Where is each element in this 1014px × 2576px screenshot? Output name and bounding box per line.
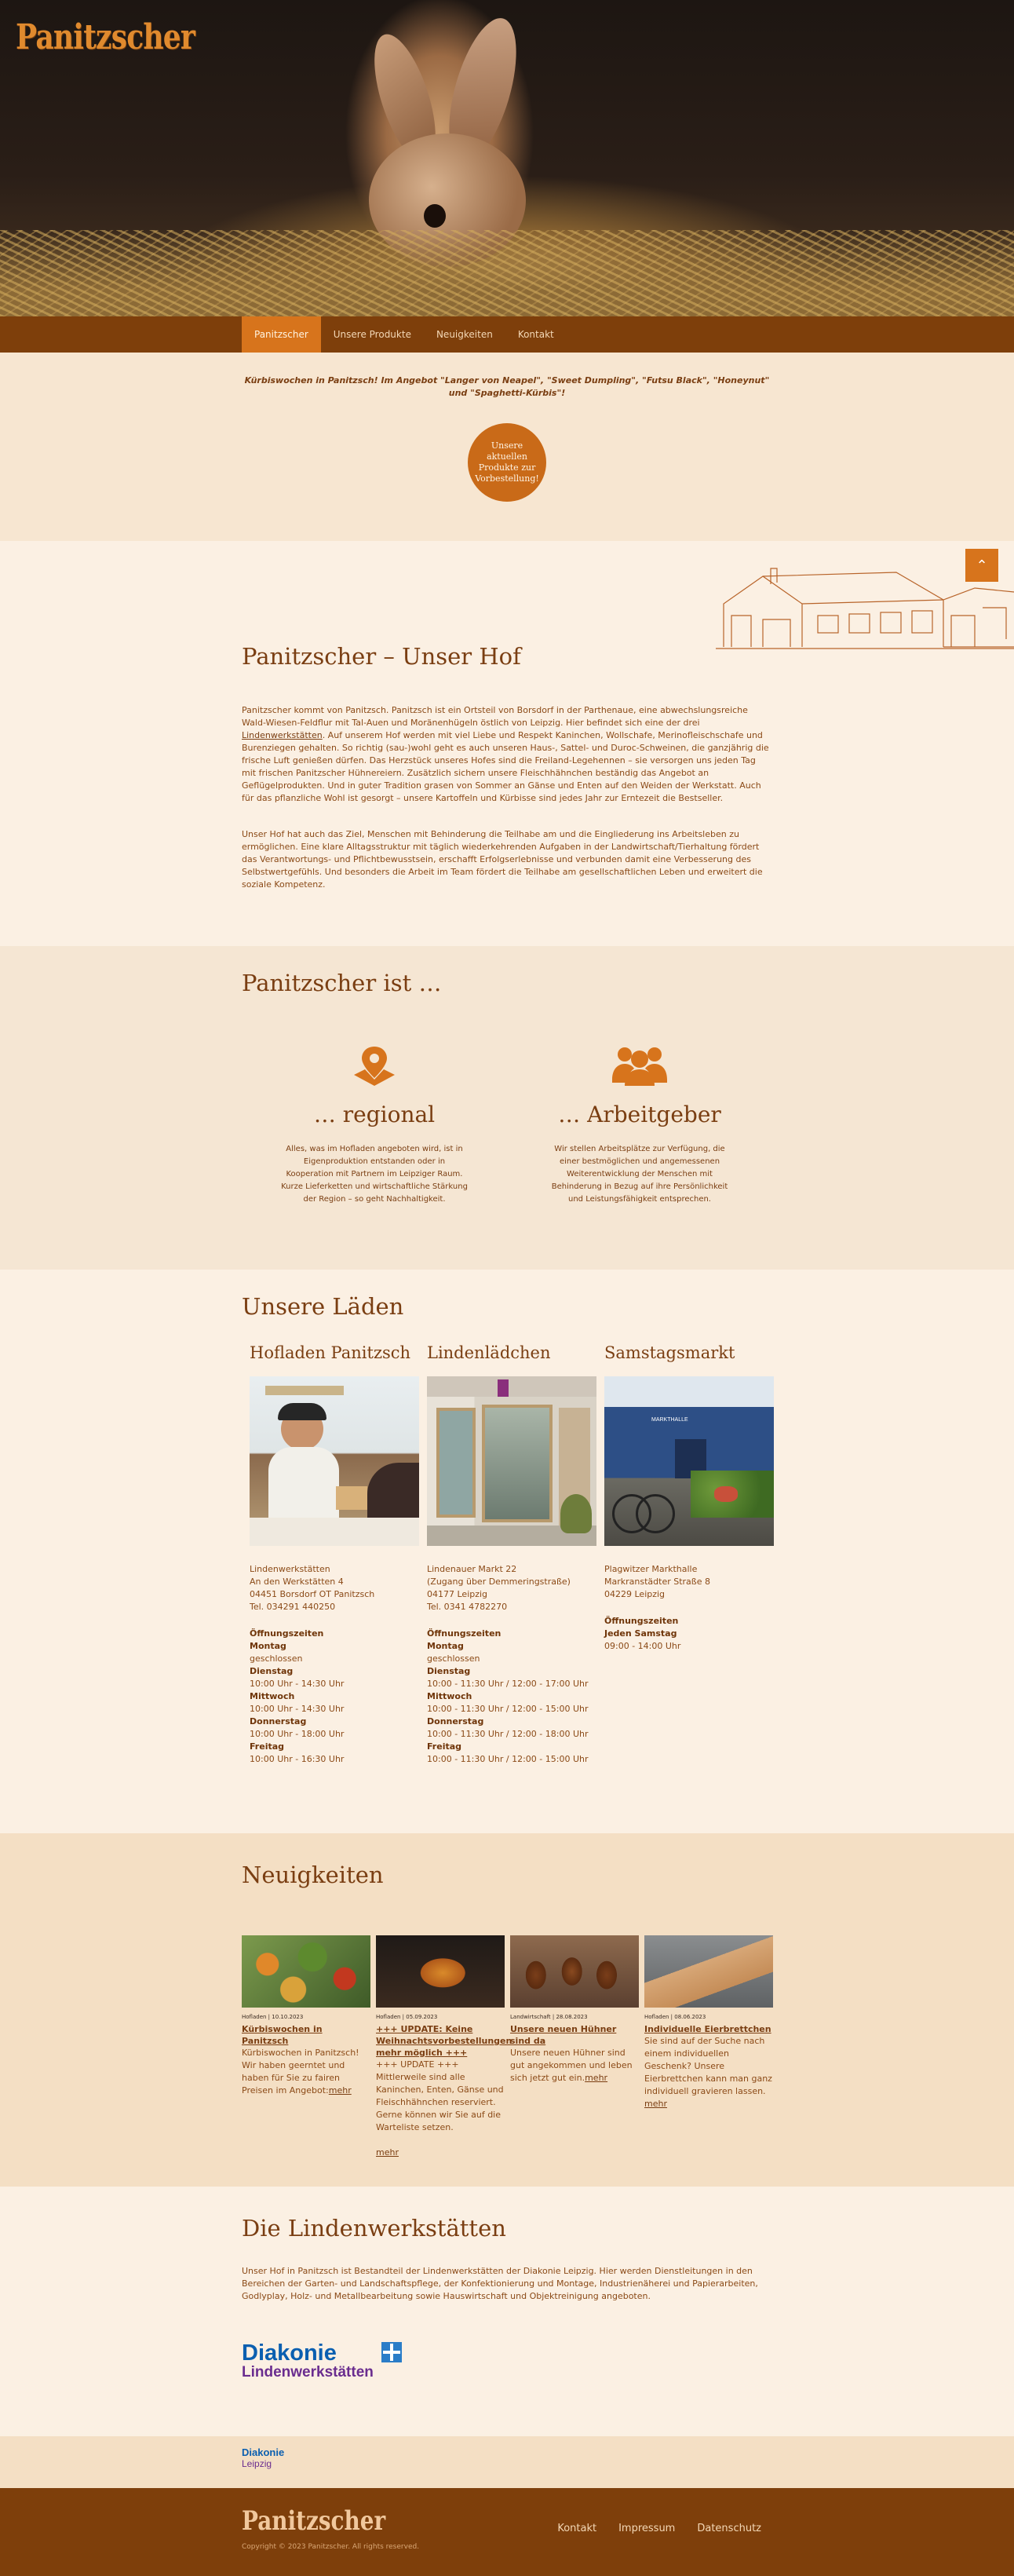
linden-text: Unser Hof in Panitzsch ist Bestandteil der Lindenwerkstätten der Diakonie Leipzig. Hier werden Dienstleitungen in den Bereichen der Garten- und Landschaftspflege, der Konfektionierung und Montage, Industrienäherei und Papierarbeiten, Godlyplay, Holz- und Metallbearbeitung sowie Hauswirtschaft und Objektreinigung angeboten. (242, 2266, 758, 2301)
opening-hours: Öffnungszeiten Montag geschlossen Dienstag 10:00 - 11:30 Uhr / 12:00 - 17:00 Uhr Mittwoch 10:00 - 11:30 Uhr / 12:00 - 15:00 Uhr Donnerstag 10:00 - 11:30 Uhr / 12:00 - 18:00 Uhr Freitag 10:00 - 11:30 Uhr / 12:00 - 15:00 Uhr (427, 1628, 589, 1764)
shop-name: Hofladen Panitzsch (250, 1343, 411, 1362)
nav-item-kontakt[interactable]: Kontakt (517, 329, 554, 340)
footer-links (557, 2523, 761, 2534)
section-lindenwerkstaetten (0, 2187, 1014, 2436)
diakonie-cross-icon (381, 2342, 402, 2362)
hof-paragraph-2: Unser Hof hat auch das Ziel, Menschen mit Behinderung die Teilhabe am und die Eingliederung ins Arbeitsleben zu ermöglichen. Eine klare Alltagsstruktur mit täglich wiederkehrenden Aufgaben in der Landwirtschaft/Tierhaltung fördert das Verantwortungs- und Pflichtbewusstsein, erschafft Erfolgserlebnisse und verbunden damit eine Verbesserung des Selbstwertgefühls. Und besonders die Arbeit im Team fördert die Teilhabe am gesellschaftlichen Leben und erweitert die soziale Kompetenz. (242, 829, 763, 890)
shop-photo (427, 1376, 596, 1546)
nav-item-neuigkeiten[interactable]: Neuigkeiten (436, 329, 493, 340)
news-title-link[interactable]: +++ UPDATE: Keine Weihnachtsvorbestellungen mehr möglich +++ (376, 2024, 512, 2058)
site-logo[interactable]: Panitzscher (16, 17, 195, 57)
farm-illustration (716, 561, 1014, 655)
section-neuigkeiten (0, 1833, 1014, 2187)
news-thumbnail[interactable] (510, 1935, 639, 2008)
shop-name: Samstagsmarkt (604, 1343, 735, 1362)
opening-hours: Öffnungszeiten Jeden Samstag 09:00 - 14:00 Uhr (604, 1616, 681, 1651)
news-item: Hofladen | 10.10.2023 Kürbiswochen in Panitzsch Kürbiswochen in Panitzsch! Wir haben geerntet und haben für Sie zu fairen Preisen im Angebot:mehr (242, 1935, 370, 2159)
section-panitzscher-ist (0, 946, 1014, 1270)
shop-photo (250, 1376, 419, 1546)
news-more-link[interactable]: mehr (328, 2085, 352, 2096)
news-item: Hofladen | 08.06.2023 Individuelle Eierbrettchen Sie sind auf der Suche nach einem individuellen Geschenk? Unsere Eierbrettchen kann man ganz individuell gravieren lassen. mehr (644, 1935, 773, 2159)
footer-link-datenschutz[interactable]: Datenschutz (697, 2523, 761, 2534)
ist-title: Panitzscher ist … (242, 970, 442, 996)
hof-paragraph-1: Panitzscher kommt von Panitzsch. Panitzsch ist ein Ortsteil von Borsdorf in der Parthenaue, eine abwechslungsreiche Wald-Wiesen-Feldflur mit Tal-Auen und Moränenhügeln östlich von Leipzig. Hier befindet sich eine der drei Lindenwerkstätten. Auf unserem Hof werden mit viel Liebe und Respekt Kaninchen, Wollschafe, Merinofleischschafe und Burenziegen gehalten. So richtig (sau-)wohl geht es auch unseren Haus-, Sattel- und Duroc-Schweinen, die ganzjährig die frische Luft genießen dürfen. Das Herzstück unseres Hofes sind die Freiland-Legehennen – sie versorgen uns jeden Tag mit frischen Panitzscher Hühnereiern. Zusätzlich sichern unsere Fleischhähnchen beständig das Angebot an Geflügelprodukten. Und in guter Tradition grasen von Sommer an Gänse und Enten auf den Weiden der Werkstatt. Auch für das pflanzliche Wohl ist gesorgt – unsere Kartoffeln und Kürbisse sind jedes Jahr zur Erntezeit die Bestseller. (242, 705, 769, 803)
main-nav (0, 316, 1014, 353)
nav-item-produkte[interactable]: Unsere Produkte (333, 329, 411, 340)
shop-lindenlaedchen: Lindenlädchen Lindenauer Markt 22 (Zugang über Demmeringstraße) 04177 Leipzig Tel. 0341 4782270 Öffnungszeiten Montag geschlossen Dienstag 10:00 - 11:30 Uhr / 12:00 - 17:00 Uhr Mittwoch 10:00 - 11:30 Uhr / 12:00 - 15:00 Uhr Donnerstag 10:00 - 11:30 Uhr / 12:00 - 18:00 Uhr Freitag 10:00 - 11:30 Uhr / 12:00 - 15:00 Uhr (427, 1343, 596, 1766)
hero-banner (0, 0, 1014, 316)
news-item: Landwirtschaft | 28.08.2023 Unsere neuen Hühner sind da Unsere neuen Hühner sind gut angekommen und leben sich jetzt gut ein.mehr (510, 1935, 639, 2159)
ist-regional-text: Alles, was im Hofladen angeboten wird, ist in Eigenproduktion entstanden oder in Kooperation mit Partnern im Leipziger Raum. Kurze Lieferketten und wirtschaftliche Stärkung der Region – so geht Nachhaltigkeit. (281, 1145, 468, 1204)
news-title-link[interactable]: Unsere neuen Hühner sind da (510, 2024, 617, 2046)
chevron-up-icon: ⌃ (976, 557, 988, 574)
nav-item-panitzscher[interactable]: Panitzscher (242, 316, 321, 353)
news-thumbnail[interactable] (376, 1935, 505, 2008)
linden-title: Die Lindenwerkstätten (242, 2215, 506, 2242)
section-unsere-laeden (0, 1270, 1014, 1833)
footer-link-impressum[interactable]: Impressum (618, 2523, 676, 2534)
announcement-text: Kürbiswochen in Panitzsch! Im Angebot "Langer von Neapel", "Sweet Dumpling", "Futsu Black", "Honeynut" und "Spaghetti-Kürbis"! (244, 375, 770, 398)
copyright: Copyright © 2023 Panitzscher. All rights reserved. (242, 2543, 420, 2551)
diakonie-leipzig-bar (0, 2436, 1014, 2488)
news-more-link[interactable]: mehr (376, 2147, 399, 2158)
shop-samstagsmarkt: Samstagsmarkt MARKTHALLE Plagwitzer Markthalle Markranstädter Straße 8 04229 Leipzig Öffnungszeiten Jeden Samstag 09:00 - 14:00 Uhr (604, 1343, 774, 1766)
news-title-link[interactable]: Individuelle Eierbrettchen (644, 2024, 771, 2034)
news-title-link[interactable]: Kürbiswochen in Panitzsch (242, 2024, 323, 2046)
group-icon (611, 1043, 669, 1087)
opening-hours: Öffnungszeiten Montag geschlossen Dienstag 10:00 Uhr - 14:30 Uhr Mittwoch 10:00 Uhr - 14:30 Uhr Donnerstag 10:00 Uhr - 18:00 Uhr Freitag 10:00 Uhr - 16:30 Uhr (250, 1628, 345, 1764)
map-pin-icon (351, 1043, 398, 1087)
ist-arbeitgeber-title: … Arbeitgeber (558, 1102, 721, 1127)
ist-arbeitgeber (507, 1043, 772, 1206)
site-footer (0, 2488, 1014, 2576)
diakonie-lindenwerkstaetten-logo[interactable]: Diakonie Lindenwerkstätten (242, 2342, 772, 2381)
ist-regional (242, 1043, 507, 1206)
shop-hofladen: Hofladen Panitzsch Lindenwerkstätten An den Werkstätten 4 04451 Borsdorf OT Panitzsch Tel. 034291 440250 Öffnungszeiten Montag geschlossen Dienstag 10:00 Uhr - 14:30 Uhr Mittwoch 10:00 Uhr - 14:30 Uhr Donnerstag 10:00 Uhr - 18:00 Uhr Freitag 10:00 Uhr - 16:30 Uhr (250, 1343, 419, 1766)
ist-regional-title: … regional (313, 1102, 436, 1127)
announcement (0, 353, 1014, 541)
news-title: Neuigkeiten (242, 1862, 384, 1888)
ist-arbeitgeber-text: Wir stellen Arbeitsplätze zur Verfügung, die einer bestmöglichen und angemessenen Weiterentwicklung der Menschen mit Behinderung in Bezug auf ihre Persönlichkeit und Leistungsfähigkeit entsprechen. (551, 1145, 728, 1204)
lindenwerkstaetten-link[interactable]: Lindenwerkstätten (242, 730, 323, 740)
shop-phone[interactable]: Tel. 0341 4782270 (427, 1602, 508, 1612)
footer-logo[interactable]: Panitzscher (242, 2505, 386, 2537)
laeden-title: Unsere Läden (242, 1293, 404, 1320)
shop-name: Lindenlädchen (427, 1343, 551, 1362)
shop-phone[interactable]: Tel. 034291 440250 (250, 1602, 336, 1612)
products-order-button[interactable]: Unsere aktuellen Produkte zur Vorbestellung! (468, 423, 546, 502)
footer-link-kontakt[interactable]: Kontakt (557, 2523, 597, 2534)
news-item: Hofladen | 05.09.2023 +++ UPDATE: Keine Weihnachtsvorbestellungen mehr möglich +++ +++ UPDATE +++ Mittlerweile sind alle Kaninchen, Enten, Gänse und Fleischhähnchen reserviert. Gerne können wir Sie auf die Warteliste setzen. mehr (376, 1935, 505, 2159)
section-unser-hof (0, 541, 1014, 946)
shop-photo: MARKTHALLE (604, 1376, 774, 1546)
hof-title: Panitzscher – Unser Hof (242, 643, 521, 670)
diakonie-leipzig-logo[interactable]: Diakonie Leipzig (242, 2446, 285, 2469)
news-more-link[interactable]: mehr (644, 2099, 667, 2109)
news-thumbnail[interactable] (242, 1935, 370, 2008)
news-thumbnail[interactable] (644, 1935, 773, 2008)
news-more-link[interactable]: mehr (585, 2073, 608, 2083)
